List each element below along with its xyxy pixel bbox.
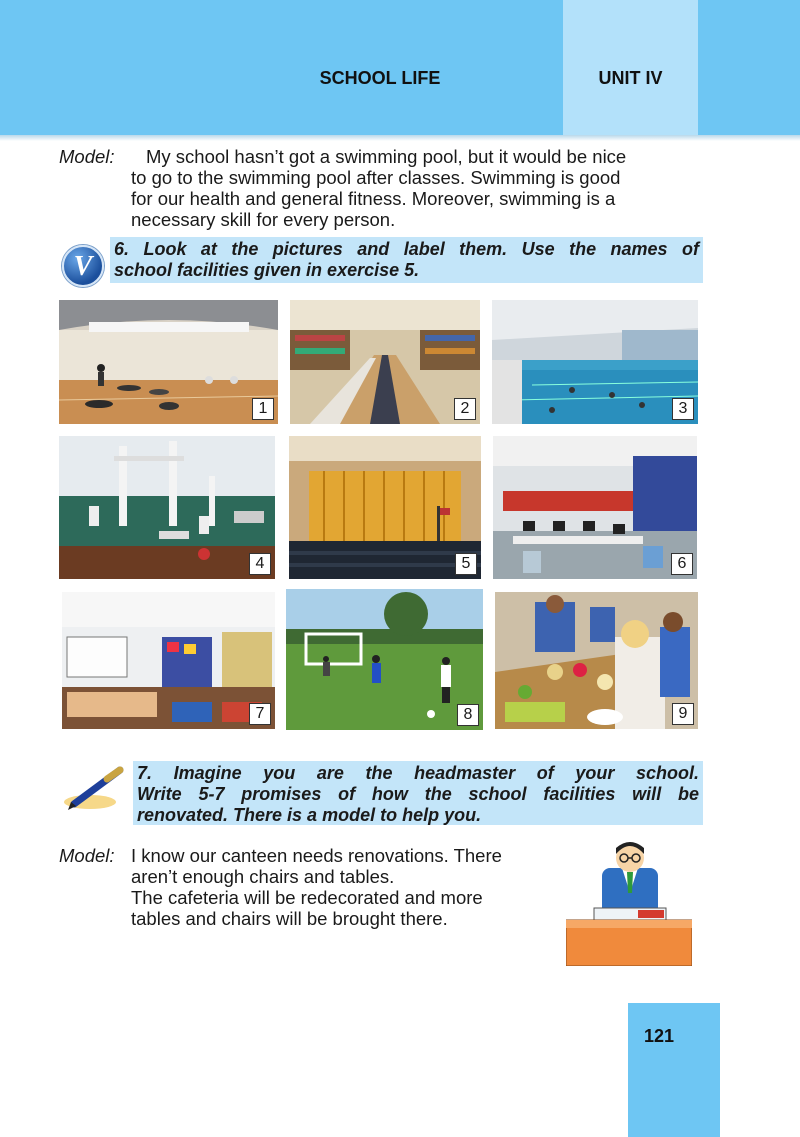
photo-library (290, 300, 480, 424)
photo-number: 3 (672, 398, 694, 420)
photo-swimming-pool (492, 300, 698, 424)
model-line: necessary skill for every person. (131, 209, 396, 230)
pen-icon (62, 764, 128, 814)
photo-number: 4 (249, 553, 271, 575)
model-line: to go to the swimming pool after classes. Swimming is good (131, 167, 621, 188)
photo-number: 2 (454, 398, 476, 420)
photo-classroom (62, 592, 275, 729)
model-line: My school hasn’t got a swimming pool, but it would be nice (146, 146, 627, 167)
model-label: Model: (59, 146, 115, 167)
photo-number: 5 (455, 553, 477, 575)
model-label: Model: (59, 845, 115, 866)
photo-number: 9 (672, 703, 694, 725)
photo-computer-room (493, 436, 697, 579)
header-shadow (0, 135, 800, 141)
photo-gym (59, 300, 278, 424)
photo-number: 1 (252, 398, 274, 420)
model-line: I know our canteen needs renovations. There (131, 845, 502, 866)
photo-number: 7 (249, 703, 271, 725)
photo-number: 6 (671, 553, 693, 575)
chapter-title: SCHOOL LIFE (319, 68, 441, 88)
task-line: school facilities given in exercise 5. (114, 260, 420, 280)
task-line: renovated. There is a model to help you. (137, 805, 482, 825)
photo-number: 8 (457, 704, 479, 726)
task-6-instruction (110, 237, 703, 283)
photo-canteen (495, 592, 698, 729)
model-line: aren’t enough chairs and tables. (131, 866, 395, 887)
task-line: 6. Look at the pictures and label them. Use the names of (114, 239, 699, 259)
photo-laboratory (59, 436, 275, 579)
task-line: Write 5-7 promises of how the school facilities will be (137, 784, 699, 804)
task-line: 7. Imagine you are the headmaster of your school. (137, 763, 699, 783)
page-number: 121 (643, 1026, 675, 1046)
model-line: tables and chairs will be brought there. (131, 908, 448, 929)
vocabulary-badge-icon: V (62, 245, 104, 287)
page-number-tab (628, 1003, 720, 1137)
model-block-2 (59, 845, 559, 935)
photo-assembly-hall (289, 436, 481, 579)
photo-sports-ground (286, 589, 483, 730)
model-line: The cafeteria will be redecorated and more (131, 887, 483, 908)
unit-label: UNIT IV (598, 68, 663, 88)
model-line: for our health and general fitness. Moreover, swimming is a (131, 188, 616, 209)
model-block-1 (59, 146, 709, 236)
headmaster-illustration (566, 838, 692, 966)
task-7-instruction (133, 761, 703, 825)
